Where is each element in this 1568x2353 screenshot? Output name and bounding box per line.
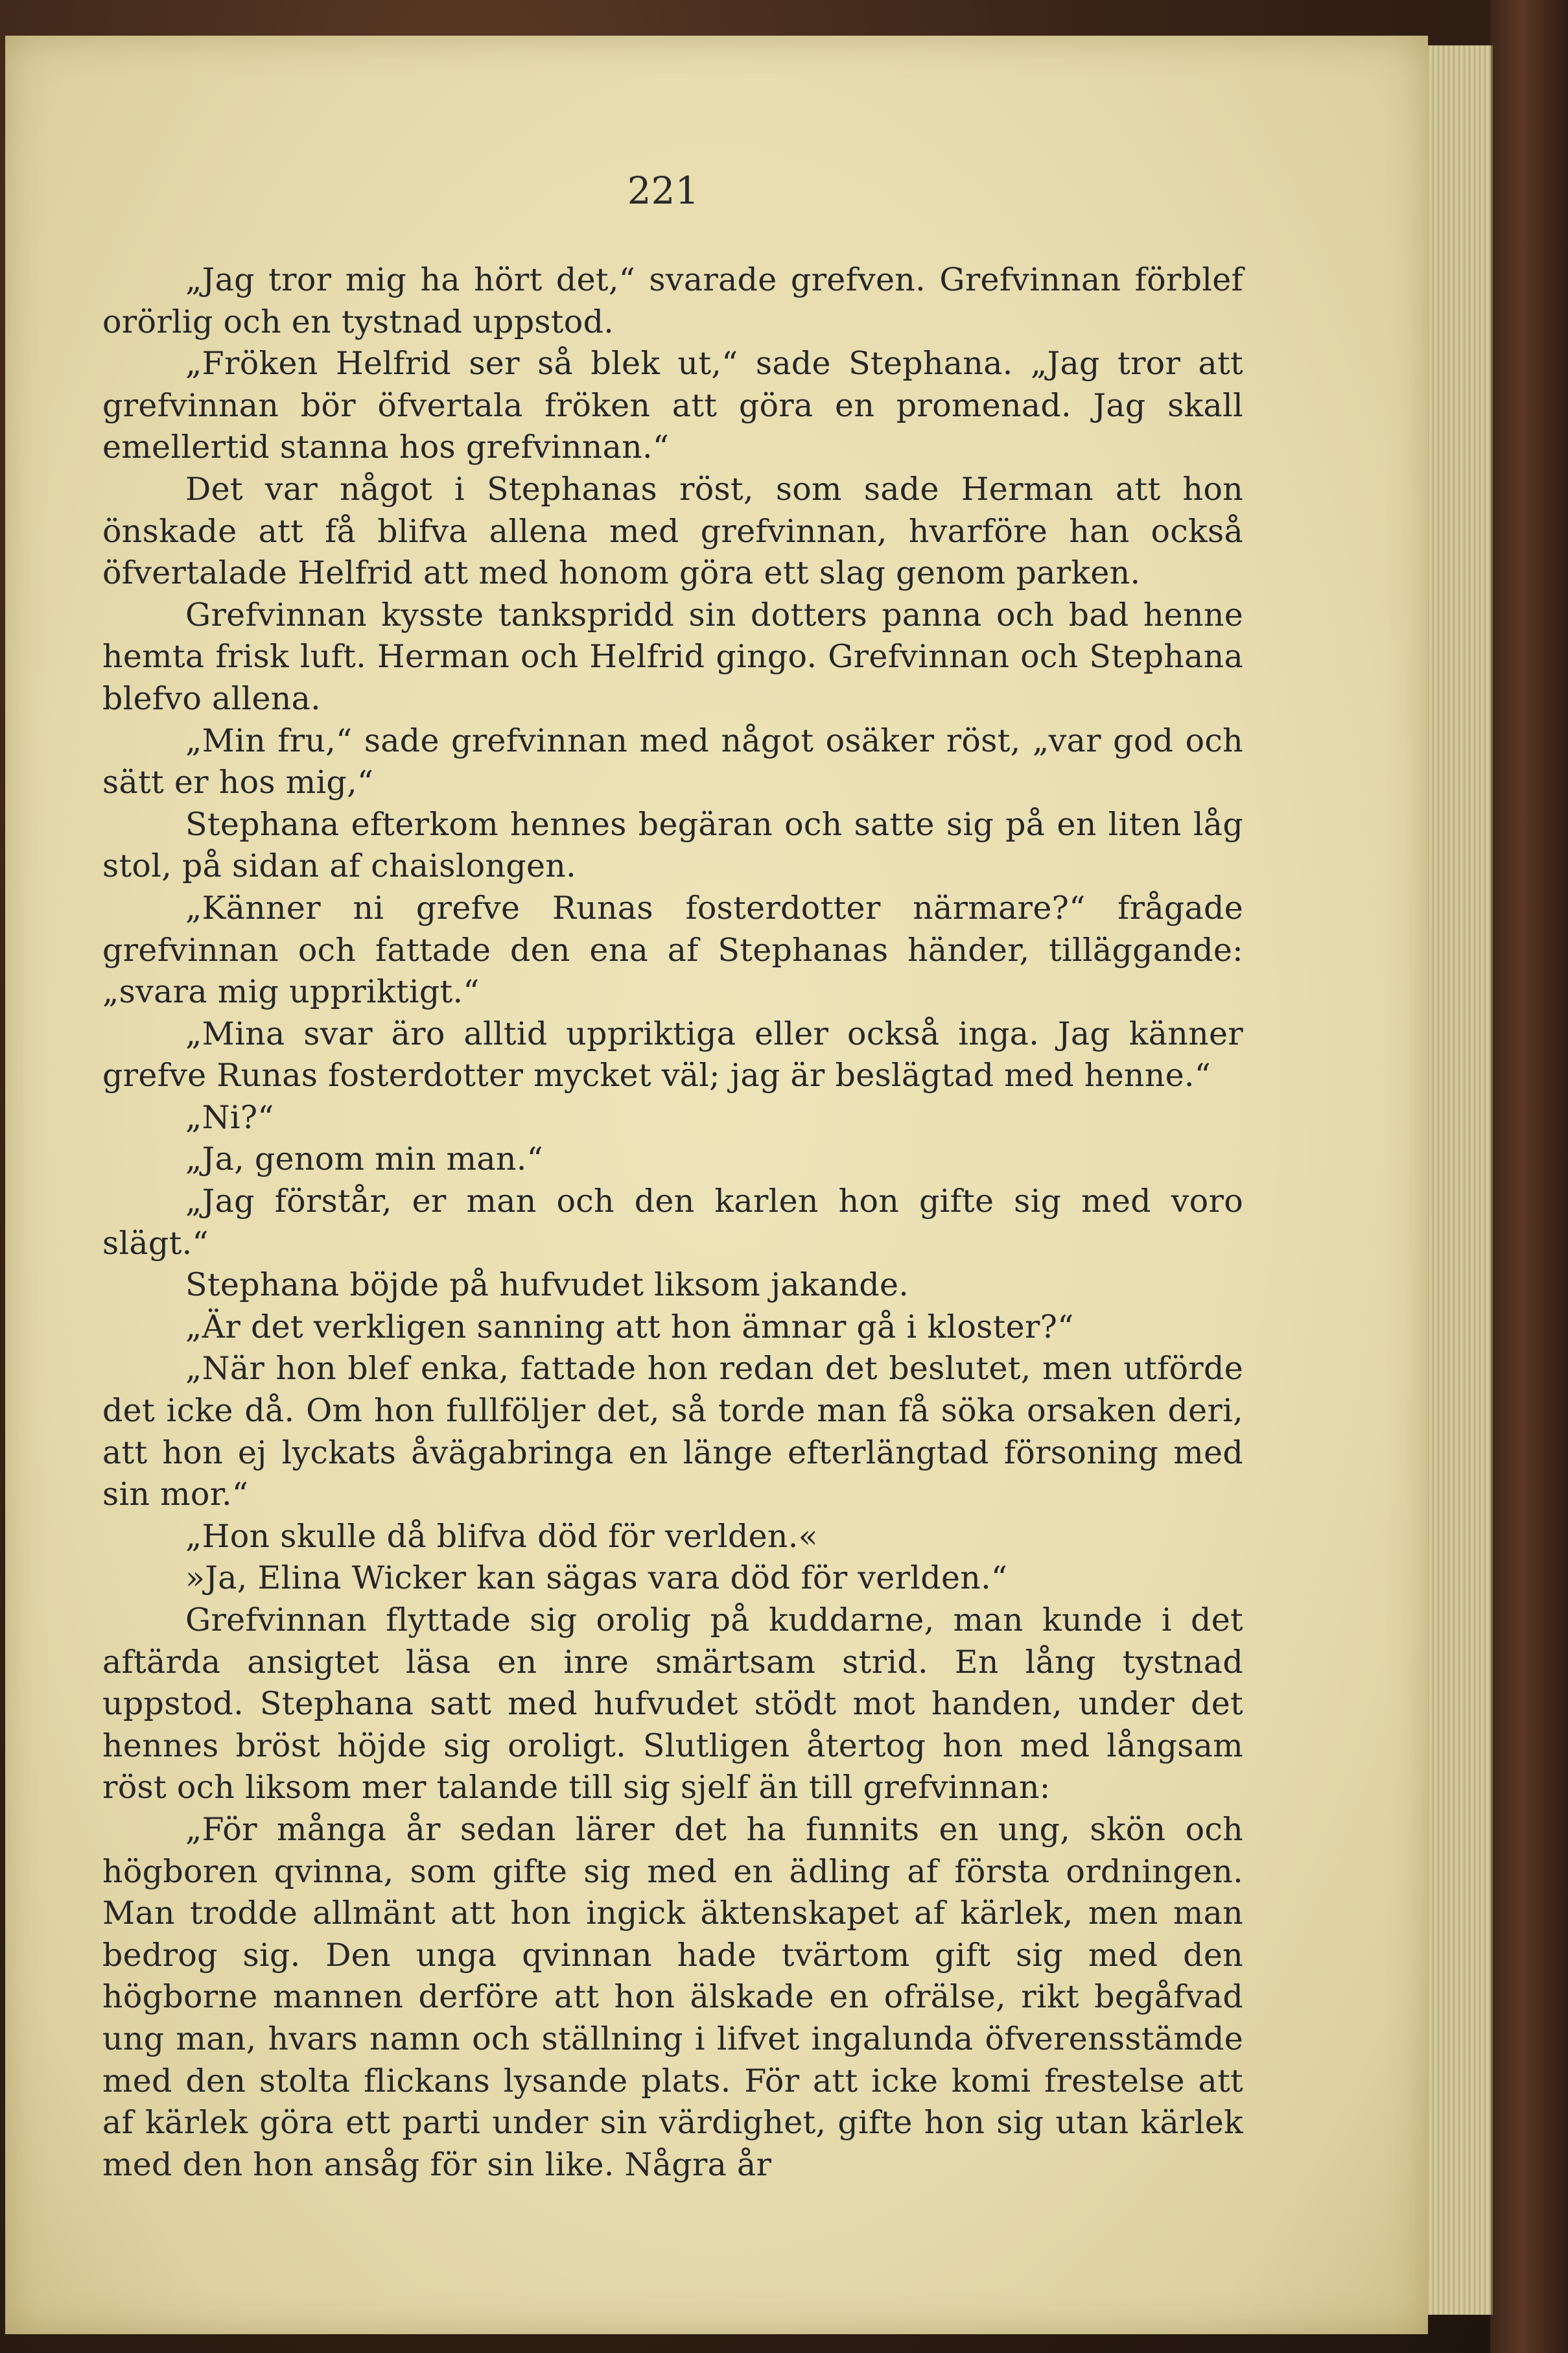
paragraph: „Min fru,“ sade grefvinnan med något osäker röst, „var god och sätt er hos mig,“ xyxy=(102,722,1243,801)
paragraph: „Ja, genom min man.“ xyxy=(185,1141,543,1178)
paragraph: „Fröken Helfrid ser så blek ut,“ sade Stephana. „Jag tror att grefvinnan bör öfvertala fröken att göra en promenad. Jag skall emellertid stanna hos grefvinnan.“ xyxy=(102,345,1243,466)
paragraph: Grefvinnan kysste tankspridd sin dotters panna och bad henne hemta frisk luft. Herman och Helfrid gingo. Grefvinnan och Stephana blefvo allena. xyxy=(102,596,1243,717)
page-number: 221 xyxy=(627,169,699,213)
page-text xyxy=(102,259,1243,2186)
paragraph: „Känner ni grefve Runas fosterdotter närmare?“ frågade grefvinnan och fattade den ena af Stephanas händer, tilläggande: „svara mig uppriktigt.“ xyxy=(102,889,1243,1011)
paragraph: Grefvinnan flyttade sig orolig på kuddarne, man kunde i det aftärda ansigtet läsa en inre smärtsam strid. En lång tystnad uppstod. Stephana satt med hufvudet stödt mot handen, under det hennes bröst höjde sig oroligt. Slutligen återtog hon med långsam röst och liksom mer talande till sig sjelf än till grefvinnan: xyxy=(102,1602,1243,1806)
paragraph: „Ni?“ xyxy=(185,1098,274,1136)
paragraph: »Ja, Elina Wicker kan sägas vara död för verlden.“ xyxy=(185,1559,1008,1597)
book-page xyxy=(5,36,1428,2334)
paragraph: Det var något i Stephanas röst, som sade Herman att hon önskade att få blifva allena med grefvinnan, hvarföre han också öfvertalade Helfrid att med honom göra ett slag genom parken. xyxy=(102,470,1243,592)
paragraph: „Hon skulle då blifva död för verlden.« xyxy=(185,1517,818,1555)
book-spine-edge xyxy=(1490,0,1568,2353)
paragraph: „Jag tror mig ha hört det,“ svarade grefven. Grefvinnan förblef orörlig och en tystnad uppstod. xyxy=(102,261,1243,340)
paragraph: „När hon blef enka, fattade hon redan det beslutet, men utförde det icke då. Om hon fullföljer det, så torde man få söka orsaken deri, att hon ej lyckats åvägabringa en länge efterlängtad försoning med sin mor.“ xyxy=(102,1350,1243,1513)
paragraph: „Jag förstår, er man och den karlen hon gifte sig med voro slägt.“ xyxy=(102,1183,1243,1262)
paragraph: „För många år sedan lärer det ha funnits en ung, skön och högboren qvinna, som gifte sig med en ädling af första ordningen. Man trodde allmänt att hon ingick äktenskapet af kärlek, men man bedrog sig. Den unga qvinnan hade tvärtom gift sig med den högborne mannen derföre att hon älskade en ofrälse, rikt begåfvad ung man, hvars namn och ställning i lifvet ingalunda öfverensstämde med den stolta flickans lysande plats. För att icke komi frestelse att af kärlek göra ett parti under sin värdighet, gifte hon sig utan kärlek med den hon ansåg för sin like. Några år xyxy=(102,1810,1243,2183)
paragraph: „Mina svar äro alltid uppriktiga eller också inga. Jag känner grefve Runas fosterdotter mycket väl; jag är beslägtad med henne.“ xyxy=(102,1015,1243,1094)
paragraph: Stephana böjde på hufvudet liksom jakande. xyxy=(185,1266,909,1304)
paragraph: Stephana efterkom hennes begäran och satte sig på en liten låg stol, på sidan af chaislongen. xyxy=(102,805,1243,885)
paragraph: „Är det verkligen sanning att hon ämnar gå i kloster?“ xyxy=(185,1308,1074,1345)
